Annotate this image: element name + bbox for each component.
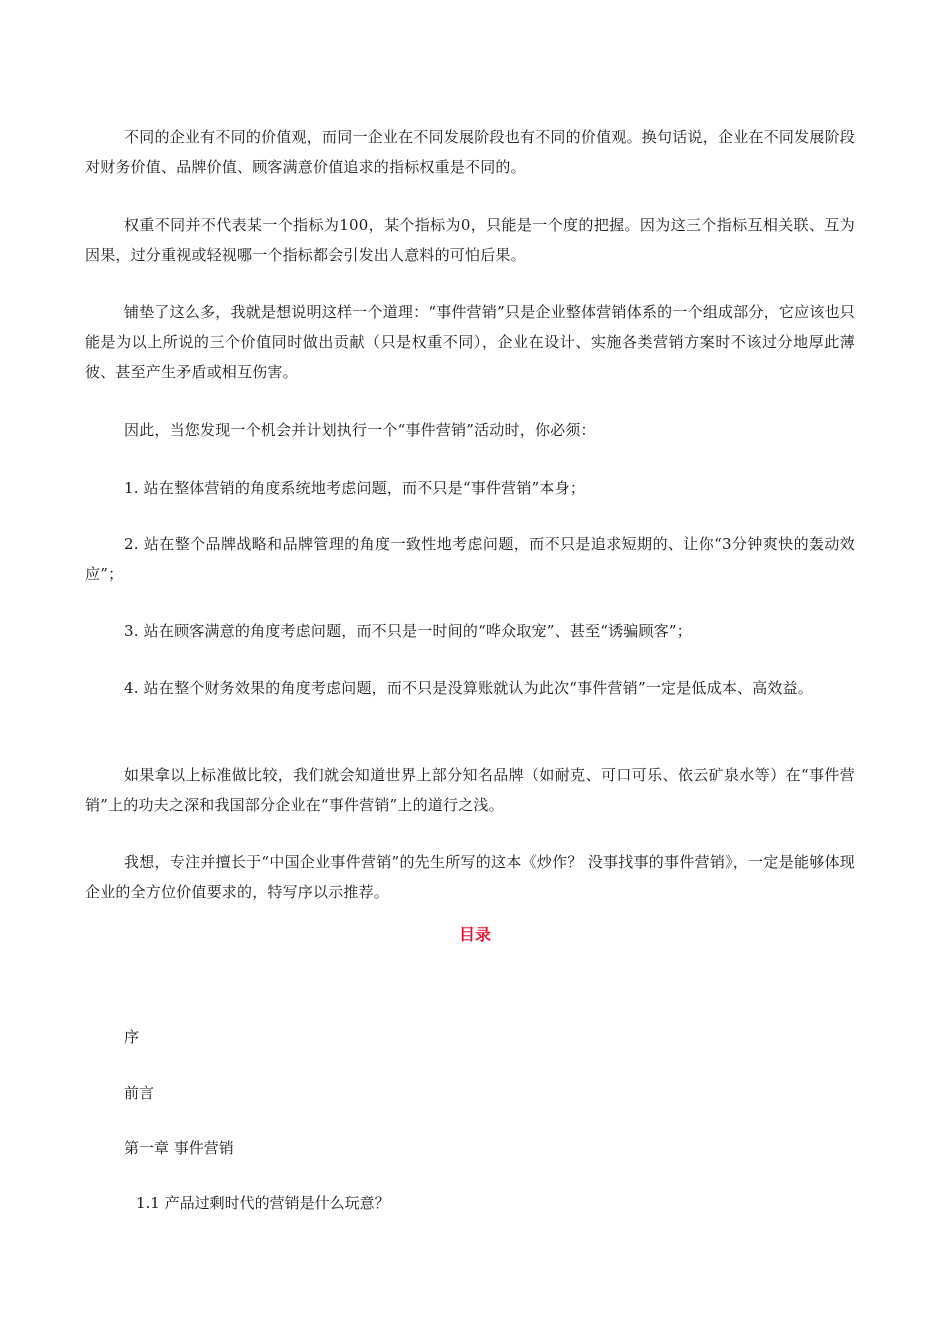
paragraph-recommendation: 我想，专注并擅长于“中国企业事件营销”的先生所写的这本《炒作？ 没事找事的事件营销》，一定是能够体现企业的全方位价值要求的，特写序以示推荐。 bbox=[85, 853, 855, 901]
paragraph-values: 不同的企业有不同的价值观，而同一企业在不同发展阶段也有不同的价值观。换句话说，企业在不同发展阶段对财务价值、品牌价值、顾客满意价值追求的指标权重是不同的。 bbox=[85, 128, 855, 176]
paragraph-event-marketing-principle: 铺垫了这么多，我就是想说明这样一个道理：“事件营销”只是企业整体营销体系的一个组成部分，它应该也只能是为以上所说的三个价值同时做出贡献（只是权重不同），企业在设计、实施各类营销方案时不该过分地厚此薄彼、甚至产生矛盾或相互伤害。 bbox=[85, 303, 855, 381]
list-item-1: 1. 站在整体营销的角度系统地考虑问题，而不只是“事件营销”本身； bbox=[124, 479, 586, 497]
toc-item-foreword[interactable]: 前言 bbox=[124, 1084, 155, 1102]
list-item-4: 4. 站在整个财务效果的角度考虑问题，而不只是没算账就认为此次“事件营销”一定是低成本、高效益。 bbox=[124, 679, 814, 697]
toc-item-preface[interactable]: 序 bbox=[124, 1028, 140, 1046]
list-item-2: 2. 站在整个品牌战略和品牌管理的角度一致性地考虑问题，而不只是追求短期的、让你“3分钟爽快的轰动效应”； bbox=[85, 535, 855, 583]
paragraph-comparison: 如果拿以上标准做比较，我们就会知道世界上部分知名品牌（如耐克、可口可乐、依云矿泉水等）在“事件营销”上的功夫之深和我国部分企业在“事件营销”上的道行之浅。 bbox=[85, 766, 855, 814]
paragraph-therefore: 因此，当您发现一个机会并计划执行一个“事件营销”活动时，你必须： bbox=[124, 421, 596, 439]
toc-item-section-1-1[interactable]: 1.1 产品过剩时代的营销是什么玩意？ bbox=[136, 1194, 390, 1212]
toc-title: 目录 bbox=[458, 925, 491, 944]
paragraph-weights: 权重不同并不代表某一个指标为100，某个指标为0，只能是一个度的把握。因为这三个指标互相关联、互为因果，过分重视或轻视哪一个指标都会引发出人意料的可怕后果。 bbox=[85, 216, 855, 264]
toc-item-chapter-1[interactable]: 第一章 事件营销 bbox=[124, 1139, 234, 1157]
list-item-3: 3. 站在顾客满意的角度考虑问题，而不只是一时间的“哗众取宠”、甚至“诱骗顾客”； bbox=[124, 622, 692, 640]
